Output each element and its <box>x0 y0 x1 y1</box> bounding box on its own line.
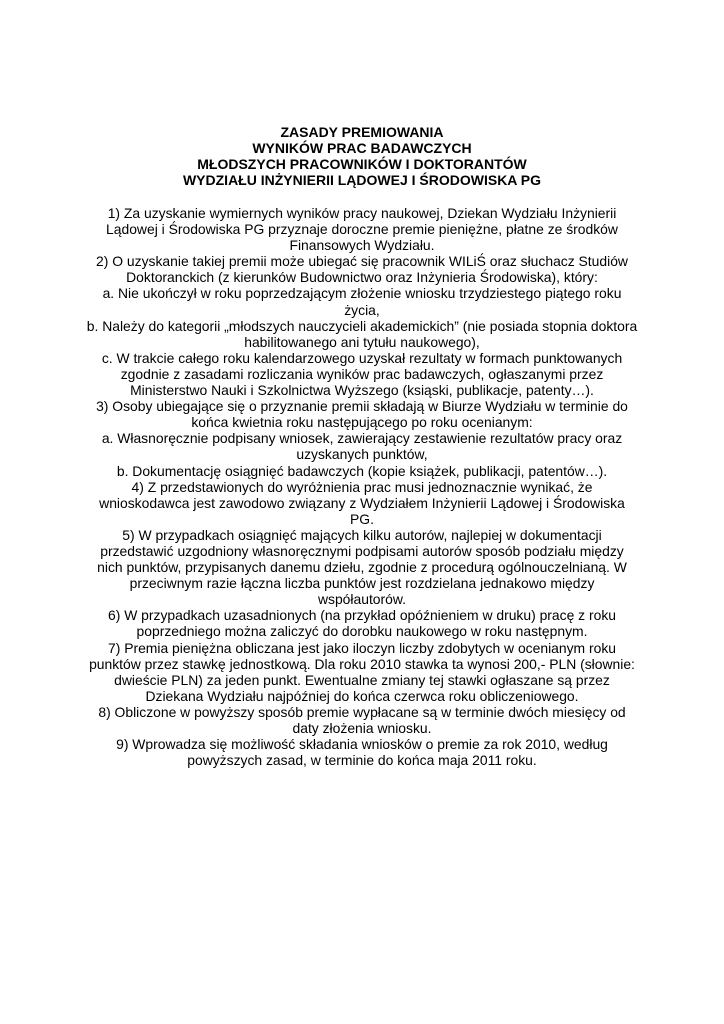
paragraph-2c: c. W trakcie całego roku kalendarzowego uzyskał rezultaty w formach punktowanych zgodnie z zasadami rozliczania wyników prac badawczych, ogłaszanymi przez Ministerstwo Nauki i Szkolnictwa Wyższego (ksiąski, publikacje, patenty…). <box>101 349 623 399</box>
paragraph-6: 6) W przypadkach uzasadnionych (na przykład opóźnieniem w druku) pracę z roku poprzedniego można zaliczyć do dorobku naukowego w roku następnym. <box>107 607 617 640</box>
paragraph-3b: b. Dokumentację osiągnięć badawczych (kopie książek, publikacji, patentów…). <box>116 462 608 479</box>
document-page <box>86 124 638 768</box>
paragraph-9: 9) Wprowadza się możliwość składania wniosków o premie za rok 2010, według powyższych zasad, w terminie do końca maja 2011 roku. <box>116 736 608 769</box>
title-line: WYNIKÓW PRAC BADAWCZYCH <box>252 140 472 156</box>
paragraph-7: 7) Premia pieniężna obliczana jest jako iloczyn liczby zdobytych w ocenianym roku punktów przez stawkę jednostkową. Dla roku 2010 stawka ta wynosi 200,- PLN (słownie: dwieście PLN) za jeden punkt. Ewentualne zmiany tej stawki ogłaszane są przez Dziekana Wydziału najpóźniej do końca czerwca roku obliczeniowego. <box>89 639 635 704</box>
paragraph-3a: a. Własnoręcznie podpisany wniosek, zawierający zestawienie rezultatów pracy oraz uzyskanych punktów, <box>101 430 623 463</box>
title-line: ZASADY PREMIOWANIA <box>280 124 444 140</box>
paragraph-3: 3) Osoby ubiegające się o przyznanie premii składają w Biurze Wydziału w terminie do końca kwietnia roku następującego po roku ocenianym: <box>96 398 628 431</box>
paragraph-2a: a. Nie ukończył w roku poprzedzającym złożenie wniosku trzydziestego piątego roku życia, <box>102 285 622 318</box>
paragraph-8: 8) Obliczone w powyższy sposób premie wypłacane są w terminie dwóch miesięcy od daty złożenia wniosku. <box>98 703 626 736</box>
paragraph-1: 1) Za uzyskanie wymiernych wyników pracy naukowej, Dziekan Wydziału Inżynierii Lądowej i Środowiska PG przyznaje doroczne premie pieniężne, płatne ze środków Finansowych Wydziału. <box>106 205 618 254</box>
title-line: MŁODSZYCH PRACOWNIKÓW I DOKTORANTÓW <box>197 156 527 172</box>
paragraph-2: 2) O uzyskanie takiej premii może ubiegać się pracownik WILiŚ oraz słuchacz Studiów Doktoranckich (z kierunków Budownictwo oraz Inżynieria Środowiska), który: <box>96 253 628 286</box>
document-title <box>86 124 638 188</box>
title-line: WYDZIAŁU INŻYNIERII LĄDOWEJ I ŚRODOWISKA PG <box>182 172 542 188</box>
paragraph-2b: b. Należy do kategorii „młodszych nauczycieli akademickich” (nie posiada stopnia doktora habilitowanego ani tytułu naukowego), <box>86 317 638 350</box>
document-body <box>86 205 638 768</box>
paragraph-4: 4) Z przedstawionych do wyróżnienia prac musi jednoznacznie wynikać, że wnioskodawca jest zawodowo związany z Wydziałem Inżynierii Lądowej i Środowiska PG. <box>99 478 625 527</box>
paragraph-5: 5) W przypadkach osiągnięć mających kilku autorów, najlepiej w dokumentacji przedstawić uzgodniony własnoręcznymi podpisami autorów sposób podziału między nich punktów, przypisanych danemu dziełu, zgodnie z procedurą ogólnouczelnianą. W przeciwnym razie łączna liczba punktów jest rozdzielana jednakowo między współautorów. <box>97 526 627 608</box>
